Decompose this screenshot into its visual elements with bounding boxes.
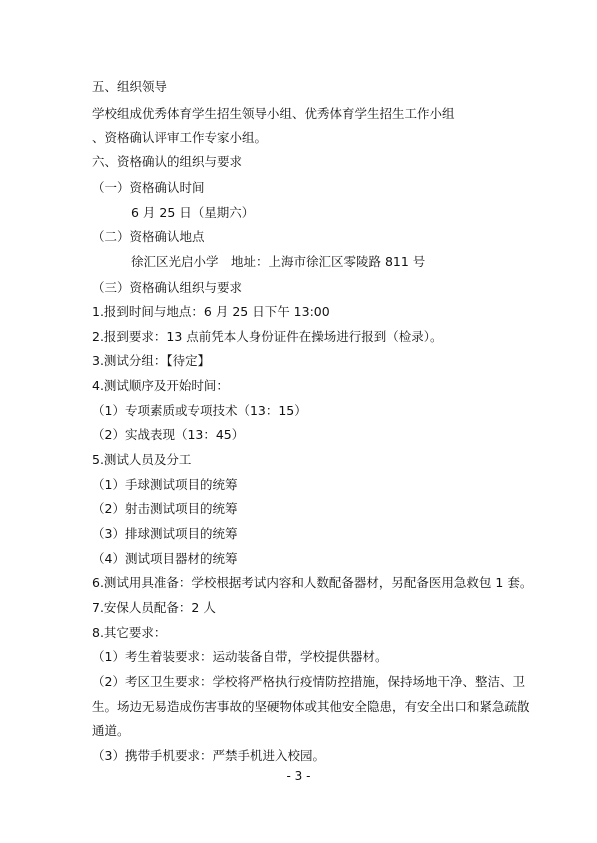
- page-number: - 3 -: [286, 769, 311, 783]
- list-item: （3）排球测试项目的统筹: [92, 526, 238, 541]
- list-item: （1）考生着装要求：运动装备自带，学校提供器材。: [92, 649, 388, 664]
- section-heading-5: 五、组织领导: [92, 79, 168, 94]
- list-item: 7.安保人员配备：2 人: [92, 600, 216, 615]
- list-item: （2）实战表现（13：45）: [92, 427, 245, 442]
- date-text: 6 月 25 日（星期六）: [131, 205, 255, 220]
- list-item: 4.测试顺序及开始时间：: [92, 378, 229, 393]
- list-item: （2）考区卫生要求：学校将严格执行疫情防控措施，保持场地干净、整洁、卫: [92, 674, 525, 689]
- paragraph-line: 生。场边无易造成伤害事故的坚硬物体或其他安全隐患，有安全出口和紧急疏散: [92, 699, 530, 714]
- list-item: 6.测试用具准备：学校根据考试内容和人数配备器材，另配备医用急救包 1 套。: [92, 575, 533, 590]
- address-text: 徐汇区光启小学 地址：上海市徐汇区零陵路 811 号: [131, 254, 426, 269]
- list-item: （1）专项素质或专项技术（13：15）: [92, 403, 307, 418]
- paragraph-line: 、资格确认评审工作专家小组。: [92, 130, 268, 145]
- list-item: 3.测试分组：【待定】: [92, 353, 211, 368]
- list-item: 1.报到时间与地点：6 月 25 日下午 13:00: [92, 304, 330, 319]
- list-item: （1）手球测试项目的统筹: [92, 477, 238, 492]
- subheading: （三）资格确认组织与要求: [92, 280, 243, 295]
- subheading: （一）资格确认时间: [92, 180, 205, 195]
- section-heading-6: 六、资格确认的组织与要求: [92, 154, 243, 169]
- paragraph-line: 通道。: [92, 723, 130, 738]
- list-item: 5.测试人员及分工: [92, 452, 192, 467]
- paragraph-line: 学校组成优秀体育学生招生领导小组、优秀体育学生招生工作小组: [92, 106, 455, 121]
- list-item: （4）测试项目器材的统筹: [92, 551, 238, 566]
- list-item: 2.报到要求：13 点前凭本人身份证件在操场进行报到（检录）。: [92, 329, 443, 344]
- list-item: （2）射击测试项目的统筹: [92, 501, 238, 516]
- subheading: （二）资格确认地点: [92, 229, 205, 244]
- list-item: （3）携带手机要求：严禁手机进入校园。: [92, 748, 325, 763]
- list-item: 8.其它要求：: [92, 625, 167, 640]
